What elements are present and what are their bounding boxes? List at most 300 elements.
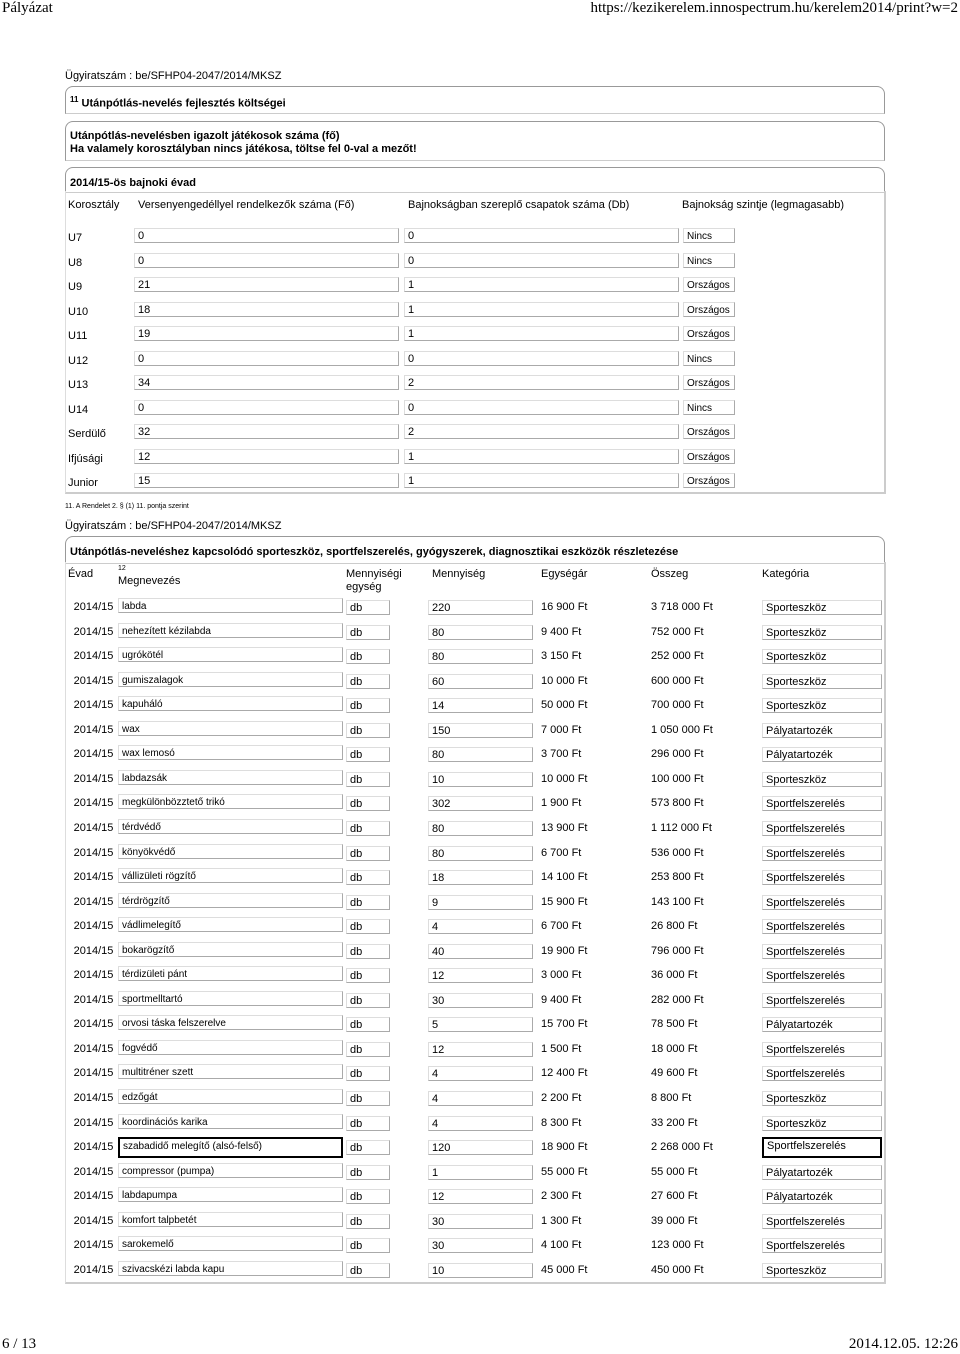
season-field: 2014/15 [73, 772, 114, 785]
category-field[interactable]: Sporteszköz [762, 1263, 882, 1278]
item-name-field[interactable]: bokarögzítő [118, 942, 343, 957]
total-field: 27 600 Ft [651, 1190, 698, 1203]
print-page-title: Pályázat [2, 0, 53, 16]
players-count-field[interactable]: 32 [134, 424, 399, 439]
season-field: 2014/15 [73, 1116, 114, 1129]
unit-field[interactable]: db [346, 1165, 390, 1180]
equipment-row [66, 964, 882, 988]
item-name-field[interactable]: fogvédő [118, 1040, 343, 1055]
players-count-field[interactable]: 0 [134, 400, 399, 415]
age-group-label: U13 [68, 379, 89, 391]
footnote: 11. A Rendelet 2. § (1) 11. pontja szerint [65, 503, 189, 510]
item-name-field[interactable]: compressor (pumpa) [118, 1163, 343, 1178]
age-group-label: Junior [68, 477, 98, 489]
category-field[interactable]: Sportfelszerelés [762, 870, 882, 885]
age-group-row [66, 471, 882, 495]
equipment-row [66, 1062, 882, 1086]
item-name-field[interactable]: könyökvédő [118, 844, 343, 859]
category-field[interactable]: Pályatartozék [762, 1189, 882, 1204]
unit-price-field: 8 300 Ft [541, 1116, 582, 1129]
quantity-field[interactable]: 80 [428, 821, 533, 836]
unit-field[interactable]: db [346, 1238, 390, 1253]
season-field: 2014/15 [73, 1263, 114, 1276]
quantity-field[interactable]: 10 [428, 1263, 533, 1278]
players-count-field[interactable]: 15 [134, 473, 399, 488]
unit-field[interactable]: db [346, 895, 390, 910]
unit-field[interactable]: db [346, 1263, 390, 1278]
players-count-field[interactable]: 19 [134, 326, 399, 341]
teams-count-field[interactable]: 0 [404, 351, 679, 366]
unit-field[interactable]: db [346, 1116, 390, 1131]
teams-count-field[interactable]: 1 [404, 473, 679, 488]
category-field[interactable]: Sportfelszerelés [762, 944, 882, 959]
item-name-field[interactable]: térdizületi pánt [118, 966, 343, 981]
category-field[interactable]: Sportfelszerelés [762, 919, 882, 934]
quantity-field[interactable]: 1 [428, 1165, 533, 1180]
unit-field[interactable]: db [346, 772, 390, 787]
item-name-field[interactable]: nehezített kézilabda [118, 623, 343, 638]
item-name-field[interactable]: multitréner szett [118, 1064, 343, 1079]
season-field: 2014/15 [73, 1067, 114, 1080]
item-name-field[interactable]: megkülönbözztető trikó [118, 794, 343, 809]
players-count-field[interactable]: 0 [134, 351, 399, 366]
unit-field[interactable]: db [346, 625, 390, 640]
item-name-field[interactable]: térdvédő [118, 819, 343, 834]
category-field[interactable]: Sporteszköz [762, 698, 882, 713]
section1-subtitle: Utánpótlás-nevelésben igazolt játékosok száma (fő) Ha valamely korosztályban nincs játékosa, töltse fel 0-val a mezőt! [70, 130, 417, 155]
quantity-field[interactable]: 5 [428, 1017, 533, 1032]
total-field: 8 800 Ft [651, 1092, 692, 1104]
players-count-field[interactable]: 0 [134, 253, 399, 268]
unit-field[interactable]: db [346, 747, 390, 762]
col-header-category: Kategória [762, 568, 810, 580]
equipment-row [66, 596, 882, 620]
section2-title-box [65, 536, 885, 564]
season-field: 2014/15 [73, 821, 114, 834]
equipment-row [66, 743, 882, 767]
unit-field[interactable]: db [346, 1017, 390, 1032]
item-name-field[interactable]: labdazsák [118, 770, 343, 785]
unit-price-field: 16 900 Ft [541, 601, 588, 613]
equipment-row [66, 866, 882, 890]
unit-field[interactable]: db [346, 968, 390, 983]
unit-field[interactable]: db [346, 723, 390, 738]
item-name-field[interactable]: térdrögzítő [118, 893, 343, 908]
season-field: 2014/15 [73, 748, 114, 761]
col-header-qty: Mennyiség [432, 568, 486, 580]
season-field: 2014/15 [73, 1141, 114, 1154]
quantity-field[interactable]: 120 [428, 1140, 533, 1155]
total-field: 282 000 Ft [651, 993, 704, 1006]
item-name-field[interactable]: vádlimelegítő [118, 917, 343, 932]
teams-count-field[interactable]: 1 [404, 449, 679, 464]
category-field[interactable]: Sportfelszerelés [762, 796, 882, 811]
total-field: 296 000 Ft [651, 748, 704, 761]
category-field[interactable]: Sportfelszerelés [762, 1042, 882, 1057]
season-field: 2014/15 [73, 871, 114, 884]
unit-field[interactable]: db [346, 944, 390, 959]
age-group-table [65, 191, 886, 494]
unit-field[interactable]: db [346, 1214, 390, 1229]
unit-field[interactable]: db [346, 649, 390, 664]
total-field: 78 500 Ft [651, 1018, 698, 1031]
age-group-label: U14 [68, 403, 89, 416]
unit-field[interactable]: db [346, 846, 390, 861]
quantity-field[interactable]: 10 [428, 772, 533, 787]
category-field[interactable]: Sporteszköz [762, 1091, 882, 1106]
unit-price-field: 1 500 Ft [541, 1042, 582, 1055]
unit-price-field: 15 900 Ft [541, 895, 588, 908]
total-field: 36 000 Ft [651, 969, 698, 982]
equipment-row [66, 1234, 882, 1258]
unit-price-field: 6 700 Ft [541, 846, 582, 859]
quantity-field[interactable]: 30 [428, 1214, 533, 1229]
quantity-field[interactable]: 80 [428, 846, 533, 861]
col-header-teams: Bajnokságban szereplő csapatok száma (Db) [408, 199, 630, 211]
season-field: 2014/15 [73, 699, 114, 712]
equipment-row [66, 842, 882, 866]
total-field: 1 112 000 Ft [651, 821, 712, 834]
equipment-row [66, 1038, 882, 1062]
equipment-table [65, 562, 886, 1284]
total-field: 796 000 Ft [651, 944, 704, 957]
equipment-row [66, 1112, 882, 1136]
league-level-field[interactable]: Országos [683, 449, 735, 464]
unit-price-field: 13 900 Ft [541, 821, 588, 834]
teams-count-field[interactable]: 2 [404, 375, 679, 390]
teams-count-field[interactable]: 1 [404, 326, 679, 341]
category-field[interactable]: Sporteszköz [762, 625, 882, 640]
unit-price-field: 9 400 Ft [541, 625, 582, 638]
equipment-row [66, 940, 882, 964]
age-group-row [66, 251, 882, 275]
item-name-field[interactable]: sarokemelő [118, 1236, 343, 1251]
total-field: 2 268 000 Ft [651, 1141, 713, 1154]
age-group-row [66, 447, 882, 471]
item-name-field[interactable]: gumiszalagok [118, 672, 343, 687]
equipment-row [66, 719, 882, 743]
quantity-field[interactable]: 80 [428, 649, 533, 664]
unit-field[interactable]: db [346, 1189, 390, 1204]
item-name-field[interactable]: edzőgát [118, 1089, 343, 1104]
league-level-field[interactable]: Nincs [683, 351, 735, 366]
item-name-field[interactable]: ugrókötél [118, 647, 343, 662]
category-field[interactable]: Sportfelszerelés [762, 846, 882, 861]
total-field: 100 000 Ft [651, 772, 704, 785]
item-name-field[interactable]: wax [118, 721, 343, 736]
unit-price-field: 2 300 Ft [541, 1190, 582, 1203]
age-group-row [66, 422, 882, 446]
case-number-2: Ügyiratszám : be/SFHP04-2047/2014/MKSZ [65, 520, 282, 532]
quantity-field[interactable]: 4 [428, 1091, 533, 1106]
quantity-field[interactable]: 220 [428, 600, 533, 615]
item-name-field[interactable]: szabadidő melegítő (alsó-felső) [118, 1137, 343, 1158]
unit-field[interactable]: db [346, 821, 390, 836]
teams-count-field[interactable]: 2 [404, 424, 679, 439]
season-field: 2014/15 [73, 1214, 114, 1227]
league-level-field[interactable]: Országos [683, 473, 735, 488]
category-field[interactable]: Sporteszköz [762, 649, 882, 664]
unit-price-field: 6 700 Ft [541, 920, 582, 933]
equipment-row [66, 891, 882, 915]
season-field: 2014/15 [73, 723, 114, 736]
col-header-unit: Mennyiségi egység [346, 568, 402, 593]
unit-price-field: 15 700 Ft [541, 1018, 588, 1031]
teams-count-field[interactable]: 0 [404, 228, 679, 243]
quantity-field[interactable]: 12 [428, 968, 533, 983]
unit-price-field: 19 900 Ft [541, 944, 588, 957]
unit-field[interactable]: db [346, 1140, 390, 1155]
total-field: 536 000 Ft [651, 846, 704, 859]
unit-field[interactable]: db [346, 674, 390, 689]
col-header-name: Megnevezés [118, 575, 181, 587]
quantity-field[interactable]: 40 [428, 944, 533, 959]
equipment-row [66, 1259, 882, 1283]
age-group-row [66, 300, 882, 324]
category-field[interactable]: Sportfelszerelés [762, 993, 882, 1008]
quantity-field[interactable]: 302 [428, 796, 533, 811]
quantity-field[interactable]: 9 [428, 895, 533, 910]
unit-price-field: 1 300 Ft [541, 1214, 582, 1227]
category-field[interactable]: Pályatartozék [762, 1017, 882, 1032]
item-name-field[interactable]: vállizületi rögzítő [118, 868, 343, 883]
teams-count-field[interactable]: 1 [404, 302, 679, 317]
teams-count-field[interactable]: 1 [404, 277, 679, 292]
unit-price-field: 2 200 Ft [541, 1092, 582, 1104]
total-field: 253 800 Ft [651, 871, 704, 884]
age-group-label: U12 [68, 354, 89, 367]
age-group-row [66, 275, 882, 299]
season-field: 2014/15 [73, 1165, 114, 1178]
total-field: 55 000 Ft [651, 1165, 698, 1178]
unit-field[interactable]: db [346, 1066, 390, 1081]
category-field[interactable]: Sporteszköz [762, 674, 882, 689]
season-field: 2014/15 [73, 674, 114, 687]
case-number-1: Ügyiratszám : be/SFHP04-2047/2014/MKSZ [65, 70, 282, 82]
unit-price-field: 14 100 Ft [541, 871, 588, 884]
quantity-field[interactable]: 150 [428, 723, 533, 738]
total-field: 252 000 Ft [651, 650, 704, 663]
quantity-field[interactable]: 60 [428, 674, 533, 689]
unit-price-field: 3 700 Ft [541, 748, 582, 761]
equipment-row [66, 792, 882, 816]
section1-title-box [65, 86, 885, 114]
category-field[interactable]: Pályatartozék [762, 1165, 882, 1180]
col-header-age: Korosztály [68, 199, 120, 211]
print-page-number: 6 / 13 [2, 1336, 37, 1352]
players-count-field[interactable]: 21 [134, 277, 399, 292]
equipment-row [66, 989, 882, 1013]
league-level-field[interactable]: Országos [683, 277, 735, 292]
category-field[interactable]: Sportfelszerelés [762, 968, 882, 983]
total-field: 49 600 Ft [651, 1067, 698, 1080]
category-field[interactable]: Sportfelszerelés [762, 1066, 882, 1081]
category-field[interactable]: Sportfelszerelés [762, 1137, 882, 1158]
age-group-row [66, 226, 882, 250]
category-field[interactable]: Sporteszköz [762, 600, 882, 615]
unit-field[interactable]: db [346, 993, 390, 1008]
season-field: 2014/15 [73, 1042, 114, 1055]
equipment-row [66, 694, 882, 718]
total-field: 123 000 Ft [651, 1239, 704, 1252]
age-group-row [66, 398, 882, 422]
age-group-label: U8 [68, 256, 83, 269]
total-field: 33 200 Ft [651, 1116, 698, 1129]
age-group-label: U11 [68, 330, 88, 342]
quantity-field[interactable]: 4 [428, 1066, 533, 1081]
equipment-row [66, 768, 882, 792]
unit-field[interactable]: db [346, 919, 390, 934]
item-name-field[interactable]: szivacskézi labda kapu [118, 1261, 343, 1276]
item-name-field[interactable]: kapuháló [118, 696, 343, 711]
total-field: 26 800 Ft [651, 920, 698, 933]
league-level-field[interactable]: Országos [683, 302, 735, 317]
total-field: 3 718 000 Ft [651, 601, 713, 613]
equipment-row [66, 817, 882, 841]
unit-field[interactable]: db [346, 600, 390, 615]
total-field: 39 000 Ft [651, 1214, 698, 1227]
category-field[interactable]: Sportfelszerelés [762, 1214, 882, 1229]
season-field: 2014/15 [73, 846, 114, 859]
item-name-field[interactable]: wax lemosó [118, 745, 343, 760]
season-field: 2014/15 [73, 895, 114, 908]
season-field: 2014/15 [73, 1239, 114, 1252]
league-level-field[interactable]: Nincs [683, 228, 735, 243]
quantity-field[interactable]: 80 [428, 747, 533, 762]
section1-subtitle-box [65, 121, 885, 161]
equipment-row [66, 915, 882, 939]
age-group-label: U10 [68, 305, 89, 318]
season-title: 2014/15-ös bajnoki évad [70, 177, 196, 189]
quantity-field[interactable]: 14 [428, 698, 533, 713]
unit-field[interactable]: db [346, 698, 390, 713]
unit-price-field: 3 000 Ft [541, 969, 582, 982]
unit-price-field: 18 900 Ft [541, 1141, 588, 1154]
players-count-field[interactable]: 12 [134, 449, 399, 464]
category-field[interactable]: Sportfelszerelés [762, 895, 882, 910]
item-name-field[interactable]: komfort talpbetét [118, 1212, 343, 1227]
unit-field[interactable]: db [346, 1091, 390, 1106]
age-group-label: Serdülő [68, 428, 106, 440]
total-field: 600 000 Ft [651, 674, 704, 687]
players-count-field[interactable]: 0 [134, 228, 399, 243]
category-field[interactable]: Sportfelszerelés [762, 821, 882, 836]
equipment-row [66, 1185, 882, 1209]
quantity-field[interactable]: 80 [428, 625, 533, 640]
players-count-field[interactable]: 34 [134, 375, 399, 390]
equipment-row [66, 1136, 882, 1160]
equipment-row [66, 1161, 882, 1185]
league-level-field[interactable]: Országos [683, 424, 735, 439]
unit-price-field: 1 900 Ft [541, 797, 582, 810]
category-field[interactable]: Sporteszköz [762, 1116, 882, 1131]
season-field: 2014/15 [73, 1018, 114, 1031]
equipment-row [66, 645, 882, 669]
season-field: 2014/15 [73, 650, 114, 663]
teams-count-field[interactable]: 0 [404, 400, 679, 415]
quantity-field[interactable]: 12 [428, 1189, 533, 1204]
col-header-total: Összeg [651, 568, 689, 580]
quantity-field[interactable]: 4 [428, 919, 533, 934]
item-name-field[interactable]: labda [118, 598, 343, 613]
teams-count-field[interactable]: 0 [404, 253, 679, 268]
season-field: 2014/15 [73, 993, 114, 1006]
age-group-row [66, 349, 882, 373]
unit-price-field: 9 400 Ft [541, 993, 582, 1006]
category-field[interactable]: Pályatartozék [762, 723, 882, 738]
unit-price-field: 50 000 Ft [541, 699, 588, 712]
print-url: https://kezikerelem.innospectrum.hu/kerelem2014/print?w=2 [590, 0, 958, 16]
equipment-row [66, 621, 882, 645]
season-field: 2014/15 [73, 1092, 114, 1104]
quantity-field[interactable]: 30 [428, 993, 533, 1008]
unit-field[interactable]: db [346, 870, 390, 885]
equipment-row [66, 1013, 882, 1037]
unit-field[interactable]: db [346, 1042, 390, 1057]
season-field: 2014/15 [73, 969, 114, 982]
equipment-row [66, 1087, 882, 1111]
quantity-field[interactable]: 4 [428, 1116, 533, 1131]
unit-price-field: 3 150 Ft [541, 650, 582, 663]
season-field: 2014/15 [73, 944, 114, 957]
total-field: 450 000 Ft [651, 1263, 704, 1276]
age-group-label: U9 [68, 281, 83, 293]
age-group-row [66, 373, 882, 397]
col-header-name-sup: 12 [118, 565, 126, 572]
season-field: 2014/15 [73, 625, 114, 638]
quantity-field[interactable]: 30 [428, 1238, 533, 1253]
league-level-field[interactable]: Nincs [683, 400, 735, 415]
section1-title: $^{11}$ Utánpótlás-nevelés fejlesztés költségei [70, 95, 286, 110]
league-level-field[interactable]: Nincs [683, 253, 735, 268]
age-group-label: Ifjúsági [68, 452, 103, 465]
league-level-field[interactable]: Országos [683, 375, 735, 390]
quantity-field[interactable]: 18 [428, 870, 533, 885]
unit-field[interactable]: db [346, 796, 390, 811]
total-field: 573 800 Ft [651, 797, 704, 810]
unit-price-field: 7 000 Ft [541, 723, 582, 736]
unit-price-field: 10 000 Ft [541, 674, 588, 687]
item-name-field[interactable]: orvosi táska felszerelve [118, 1015, 343, 1030]
season-field: 2014/15 [73, 920, 114, 933]
col-header-players: Versenyengedéllyel rendelkezők száma (Fő) [138, 199, 355, 211]
item-name-field[interactable]: labdapumpa [118, 1187, 343, 1202]
item-name-field[interactable]: koordinációs karika [118, 1114, 343, 1129]
unit-price-field: 12 400 Ft [541, 1067, 588, 1080]
print-datetime: 2014.12.05. 12:26 [848, 1336, 958, 1352]
season-title-box [65, 167, 885, 193]
total-field: 143 100 Ft [651, 895, 704, 908]
unit-price-field: 10 000 Ft [541, 772, 588, 785]
equipment-row [66, 670, 882, 694]
players-count-field[interactable]: 18 [134, 302, 399, 317]
unit-price-field: 45 000 Ft [541, 1263, 588, 1276]
col-header-season: Évad [68, 568, 94, 580]
item-name-field[interactable]: sportmelltartó [118, 991, 343, 1006]
category-field[interactable]: Sporteszköz [762, 772, 882, 787]
unit-price-field: 55 000 Ft [541, 1165, 588, 1178]
quantity-field[interactable]: 12 [428, 1042, 533, 1057]
league-level-field[interactable]: Országos [683, 326, 735, 341]
section2-title: Utánpótlás-neveléshez kapcsolódó sporteszköz, sportfelszerelés, gyógyszerek, diagnosztikai eszközök részletezése [70, 546, 679, 558]
col-header-unit-price: Egységár [541, 568, 588, 580]
total-field: 18 000 Ft [651, 1042, 698, 1055]
category-field[interactable]: Sportfelszerelés [762, 1238, 882, 1253]
total-field: 700 000 Ft [651, 699, 704, 712]
col-header-level: Bajnokság szintje (legmagasabb) [682, 199, 845, 211]
category-field[interactable]: Pályatartozék [762, 747, 882, 762]
season-field: 2014/15 [73, 1190, 114, 1203]
